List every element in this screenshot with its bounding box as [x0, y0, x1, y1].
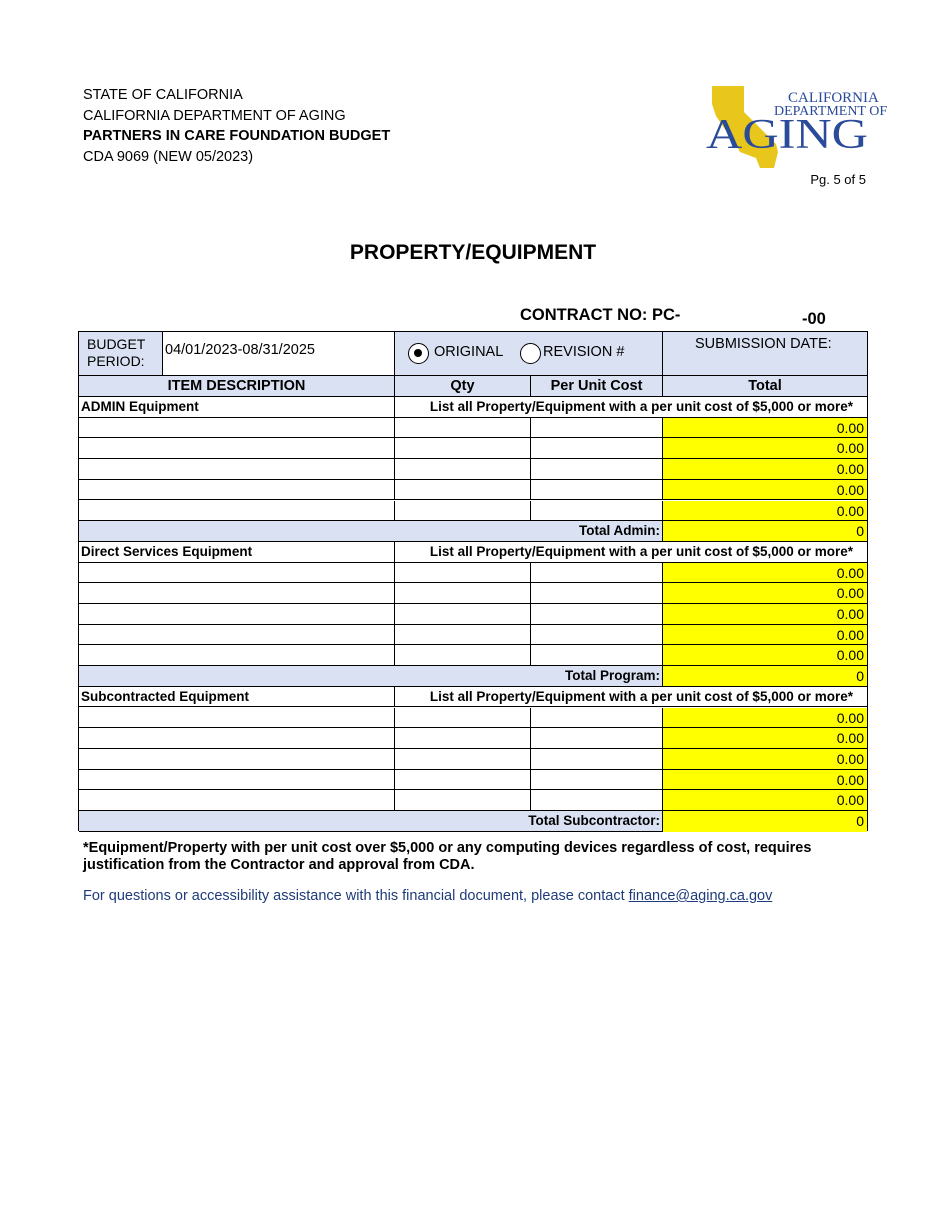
contact-text: For questions or accessibility assistance with this financial document, please contact	[83, 888, 629, 904]
item-description-input[interactable]	[79, 790, 395, 811]
unit-cost-input[interactable]	[531, 645, 663, 666]
row-total: 0.00	[663, 604, 867, 625]
qty-input[interactable]	[395, 418, 531, 439]
item-description-input[interactable]	[79, 770, 395, 791]
cda-logo	[704, 82, 888, 174]
item-description-input[interactable]	[79, 480, 395, 501]
qty-input[interactable]	[395, 625, 531, 646]
row-total: 0.00	[663, 645, 867, 666]
qty-input[interactable]	[395, 708, 531, 729]
row-total: 0.00	[663, 480, 867, 501]
row-total: 0.00	[663, 418, 867, 439]
qty-input[interactable]	[395, 480, 531, 501]
item-description-input[interactable]	[79, 708, 395, 729]
unit-cost-input[interactable]	[531, 418, 663, 439]
item-description-input[interactable]	[79, 645, 395, 666]
contract-suffix: -00	[802, 310, 826, 328]
qty-input[interactable]	[395, 604, 531, 625]
section-total-value: 0	[663, 666, 867, 687]
item-description-input[interactable]	[79, 438, 395, 459]
unit-cost-input[interactable]	[531, 563, 663, 584]
item-description-input[interactable]	[79, 583, 395, 604]
column-total: Total	[663, 376, 867, 397]
section-name: Direct Services Equipment	[79, 542, 395, 563]
section-name: ADMIN Equipment	[79, 397, 395, 418]
unit-cost-input[interactable]	[531, 480, 663, 501]
department-label: CALIFORNIA DEPARTMENT OF AGING	[83, 108, 346, 124]
qty-input[interactable]	[395, 645, 531, 666]
column-item-description: ITEM DESCRIPTION	[79, 376, 395, 397]
row-total: 0.00	[663, 749, 867, 770]
contact-line	[83, 888, 772, 904]
qty-input[interactable]	[395, 501, 531, 522]
equipment-form	[78, 331, 868, 831]
row-total: 0.00	[663, 708, 867, 729]
qty-input[interactable]	[395, 459, 531, 480]
qty-input[interactable]	[395, 790, 531, 811]
radio-selected-dot	[414, 349, 422, 357]
finance-email-link[interactable]: finance@aging.ca.gov	[628, 888, 773, 904]
row-total: 0.00	[663, 459, 867, 480]
unit-cost-input[interactable]	[531, 728, 663, 749]
california-state-icon	[704, 82, 888, 174]
row-total: 0.00	[663, 563, 867, 584]
row-total: 0.00	[663, 790, 867, 811]
row-total: 0.00	[663, 728, 867, 749]
logo-department-text: DEPARTMENT OF	[774, 104, 888, 119]
qty-input[interactable]	[395, 583, 531, 604]
section-note: List all Property/Equipment with a per unit cost of $5,000 or more*	[395, 687, 867, 708]
row-total: 0.00	[663, 583, 867, 604]
original-label: ORIGINAL	[434, 344, 504, 360]
unit-cost-input[interactable]	[531, 459, 663, 480]
column-per-unit-cost: Per Unit Cost	[531, 376, 663, 397]
budget-period-value[interactable]: 04/01/2023-08/31/2025	[163, 332, 395, 376]
qty-input[interactable]	[395, 438, 531, 459]
logo-aging-text: AGING	[706, 112, 868, 158]
section-total-value: 0	[663, 811, 867, 832]
row-total: 0.00	[663, 501, 867, 522]
row-total: 0.00	[663, 625, 867, 646]
row-total: 0.00	[663, 770, 867, 791]
row-total: 0.00	[663, 438, 867, 459]
budget-name: PARTNERS IN CARE FOUNDATION BUDGET	[83, 128, 391, 144]
item-description-input[interactable]	[79, 749, 395, 770]
unit-cost-input[interactable]	[531, 583, 663, 604]
item-description-input[interactable]	[79, 728, 395, 749]
original-radio[interactable]	[408, 343, 429, 364]
unit-cost-input[interactable]	[531, 501, 663, 522]
qty-input[interactable]	[395, 770, 531, 791]
item-description-input[interactable]	[79, 625, 395, 646]
logo-california-text: CALIFORNIA	[788, 90, 879, 106]
state-label: STATE OF CALIFORNIA	[83, 87, 243, 103]
unit-cost-input[interactable]	[531, 625, 663, 646]
item-description-input[interactable]	[79, 604, 395, 625]
unit-cost-input[interactable]	[531, 604, 663, 625]
page-indicator: Pg. 5 of 5	[810, 172, 866, 187]
section-note: List all Property/Equipment with a per unit cost of $5,000 or more*	[395, 542, 867, 563]
submission-date-label: SUBMISSION DATE:	[695, 336, 832, 352]
qty-input[interactable]	[395, 749, 531, 770]
unit-cost-input[interactable]	[531, 438, 663, 459]
section-note: List all Property/Equipment with a per unit cost of $5,000 or more*	[395, 397, 867, 418]
budget-period-label: BUDGET PERIOD:	[79, 332, 163, 376]
unit-cost-input[interactable]	[531, 770, 663, 791]
submission-type-group	[395, 332, 663, 376]
item-description-input[interactable]	[79, 459, 395, 480]
unit-cost-input[interactable]	[531, 790, 663, 811]
unit-cost-input[interactable]	[531, 749, 663, 770]
qty-input[interactable]	[395, 563, 531, 584]
section-total-label: Total Program:	[79, 666, 663, 687]
footnote: *Equipment/Property with per unit cost over $5,000 or any computing devices regardless of cost, requires justification from the Contractor and approval from CDA.	[83, 840, 812, 873]
section-name: Subcontracted Equipment	[79, 687, 395, 708]
item-description-input[interactable]	[79, 418, 395, 439]
contract-label: CONTRACT NO: PC-	[520, 306, 681, 324]
unit-cost-input[interactable]	[531, 708, 663, 729]
revision-radio[interactable]	[520, 343, 541, 364]
form-number: CDA 9069 (NEW 05/2023)	[83, 149, 254, 165]
qty-input[interactable]	[395, 728, 531, 749]
page-title: PROPERTY/EQUIPMENT	[349, 241, 597, 264]
item-description-input[interactable]	[79, 563, 395, 584]
column-qty: Qty	[395, 376, 531, 397]
revision-label: REVISION #	[543, 344, 625, 360]
item-description-input[interactable]	[79, 501, 395, 522]
section-total-value: 0	[663, 521, 867, 542]
submission-date-field[interactable]	[663, 332, 867, 376]
section-total-label: Total Subcontractor:	[79, 811, 663, 832]
section-total-label: Total Admin:	[79, 521, 663, 542]
